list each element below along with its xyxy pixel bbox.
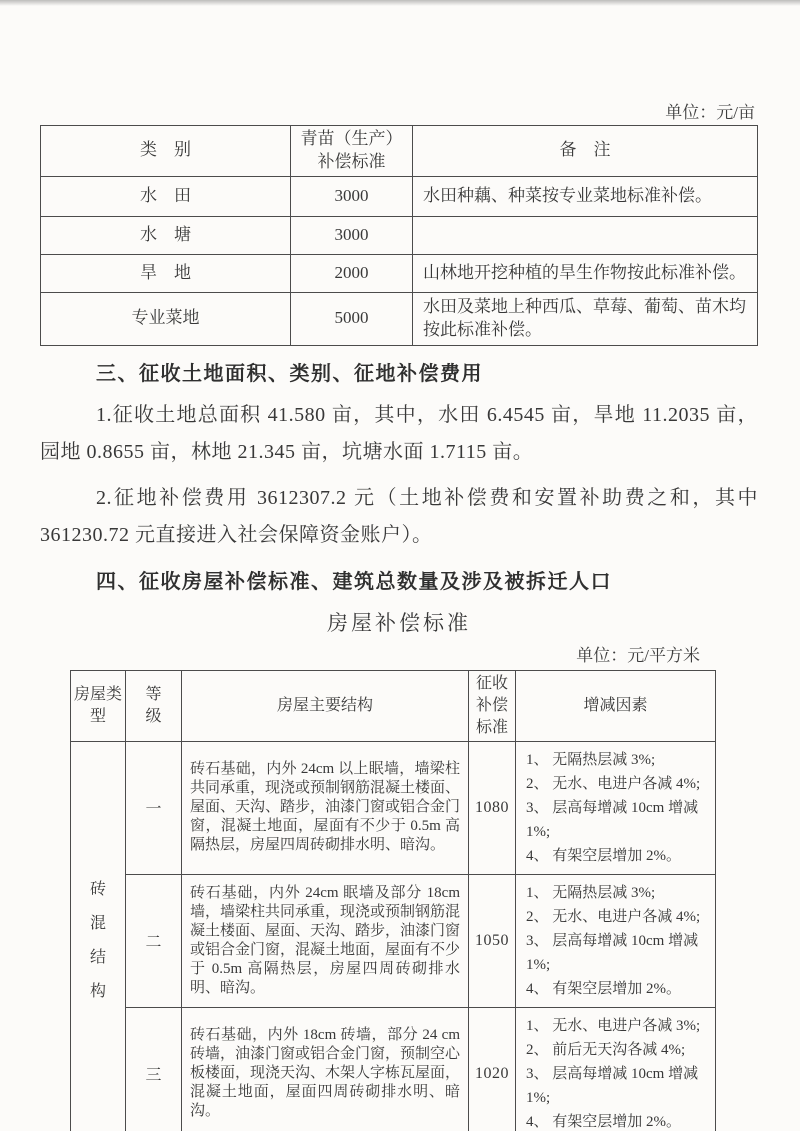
t2-header-factors: 增减因素 [516,670,716,741]
table-row-pond [41,216,758,254]
para-compensation-cost: 2.征地补偿费用 3612307.2 元（土地补偿费和安置补助费之和，其中 361230.72 元直接进入社会保障资金账户）。 [40,486,758,546]
factor-item: 3、 层高每增减 10cm 增减 1%; [526,799,699,840]
factor-item: 1、 无隔热层减 3%; [526,751,656,768]
t1-cell-category: 水 田 [41,176,291,216]
table-row-vegetable [41,292,758,345]
t1-header-remark: 备 注 [413,126,758,177]
factor-item: 1、 无水、电进户各减 3%; [526,1017,701,1034]
t1-cell-remark: 水田及菜地上种西瓜、草莓、葡萄、苗木均按此标准补偿。 [413,292,758,345]
table-row-grade1 [71,741,716,874]
t2-cell-grade: 二 [126,874,182,1007]
t2-cell-standard: 1080 [469,741,516,874]
section3-heading: 三、征收土地面积、类别、征地补偿费用 [96,362,483,385]
t2-cell-standard: 1020 [469,1007,516,1131]
crop-compensation-table [40,125,758,346]
t2-cell-factors [516,741,716,874]
t1-header-standard: 青苗（生产）补偿标准 [291,126,413,177]
t1-cell-remark: 水田种藕、种菜按专业菜地标准补偿。 [413,176,758,216]
t1-cell-standard: 5000 [291,292,413,345]
t1-cell-remark: 山林地开挖种植的旱生作物按此标准补偿。 [413,254,758,292]
factor-item: 3、 层高每增减 10cm 增减 1%; [526,1065,699,1106]
t1-cell-standard: 2000 [291,254,413,292]
factor-item: 4、 有架空层增加 2%。 [526,1113,681,1130]
body-text [40,361,758,638]
table-row-grade3 [71,1007,716,1131]
t1-header-category: 类 别 [41,126,291,177]
factor-item: 1、 无隔热层减 3%; [526,884,656,901]
table-row-dryland [41,254,758,292]
para-land-area: 1.征收土地总面积 41.580 亩，其中，水田 6.4545 亩，旱地 11.2035 亩，园地 0.8655 亩，林地 21.345 亩，坑塘水面 1.7115 亩。 [40,403,758,463]
t1-cell-standard: 3000 [291,176,413,216]
t2-cell-structure: 砖石基础，内外 24cm 眠墙及部分 18cm 墙，墙梁柱共同承重，现浇或预制钢筋混凝土楼面、屋面、天沟、踏步，油漆门窗或铝合金门窗，混凝土地面，屋面有不少于 0.5m 高隔热层，房屋四周砖砌排水明、暗沟。 [182,874,469,1007]
factor-item: 2、 前后无天沟各减 4%; [526,1041,686,1058]
t1-cell-category: 专业菜地 [41,292,291,345]
t1-cell-category: 水 塘 [41,216,291,254]
t2-cell-grade: 一 [126,741,182,874]
t1-cell-standard: 3000 [291,216,413,254]
factor-item: 2、 无水、电进户各减 4%; [526,775,701,792]
t1-cell-remark [413,216,758,254]
factor-item: 2、 无水、电进户各减 4%; [526,908,701,925]
t2-cell-structure: 砖石基础，内外 18cm 砖墙，部分 24 cm 砖墙，油漆门窗或铝合金门窗，预制空心板楼面，现浇天沟、木架人字栋瓦屋面，混凝土地面，屋面四周砖砌排水明、暗沟。 [182,1007,469,1131]
factor-item: 4、 有架空层增加 2%。 [526,980,681,997]
scan-edge-shadow [0,0,800,6]
table-row-paddy [41,176,758,216]
table2-unit-label: 单位：元/平方米 [576,645,700,665]
table-row-grade2 [71,874,716,1007]
t1-cell-category: 旱 地 [41,254,291,292]
t2-header-structure: 房屋主要结构 [182,670,469,741]
t2-header-house-type: 房屋类型 [71,670,126,741]
table2-header-row [71,670,716,741]
house-compensation-table [70,670,716,1131]
factor-item: 3、 层高每增减 10cm 增减 1%; [526,932,699,973]
t2-cell-house-type [71,741,126,1131]
factor-item: 4、 有架空层增加 2%。 [526,847,681,864]
house-compensation-subtitle: 房屋补偿标准 [327,610,471,635]
section4-heading: 四、征收房屋补偿标准、建筑总数量及涉及被拆迁人口 [96,570,612,593]
t2-cell-factors [516,874,716,1007]
table1-unit-label: 单位：元/亩 [665,103,755,122]
t2-house-type-text: 砖混结构 [89,880,106,1000]
table1-header-row [41,126,758,177]
t2-cell-factors [516,1007,716,1131]
t2-header-grade-text: 等级 [145,685,162,725]
t2-cell-structure: 砖石基础，内外 24cm 以上眠墙，墙梁柱共同承重，现浇或预制钢筋混凝土楼面、屋面、天沟、踏步，油漆门窗或铝合金门窗，混凝土地面，屋面有不少于 0.5m 高隔热层，房屋四周砖砌排水明、暗沟。 [182,741,469,874]
t2-header-grade [126,670,182,741]
t2-header-standard: 征收补偿标准 [469,670,516,741]
t2-cell-grade: 三 [126,1007,182,1131]
t2-cell-standard: 1050 [469,874,516,1007]
